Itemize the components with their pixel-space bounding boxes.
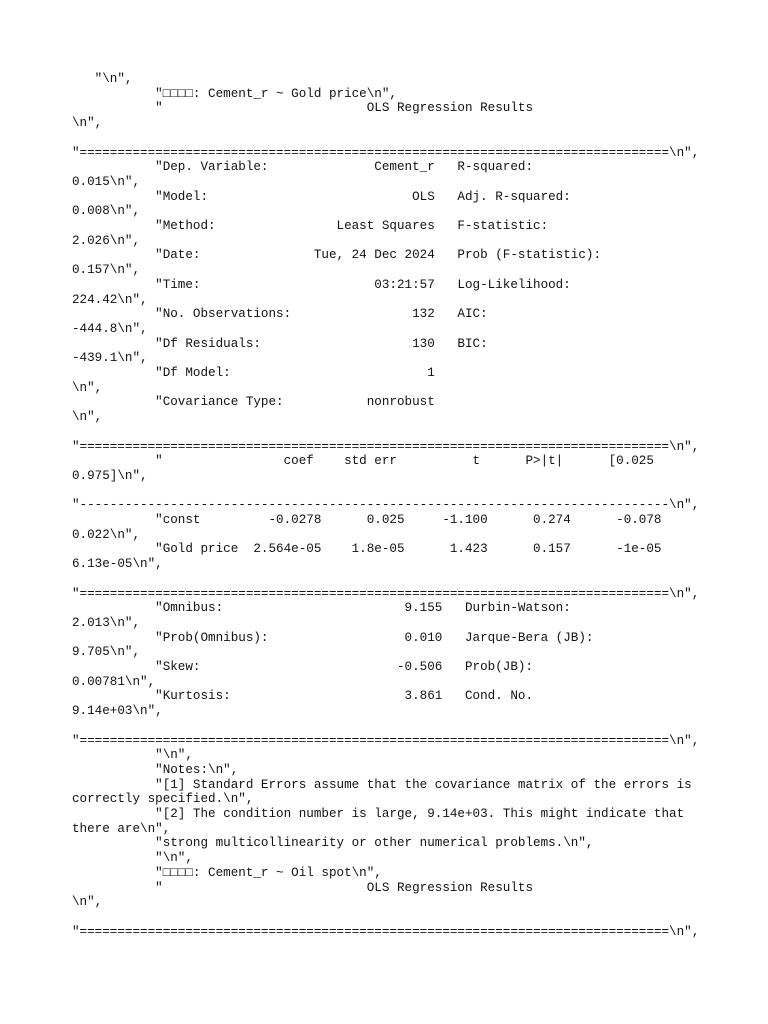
code-line: " OLS Regression Results xyxy=(72,101,534,116)
code-line: "□□□□: Cement_r ~ Gold price\n", xyxy=(72,86,397,101)
code-line: \n", xyxy=(72,116,103,131)
code-line: 0.975]\n", xyxy=(72,468,148,483)
code-line: "[1] Standard Errors assume that the covariance matrix of the errors is xyxy=(72,777,692,792)
code-line: 0.022\n", xyxy=(72,527,141,542)
code-line: "Dep. Variable: Cement_r R-squared: xyxy=(72,160,534,175)
code-line: "Prob(Omnibus): 0.010 Jarque-Bera (JB): xyxy=(72,630,594,645)
code-line: "==============================================================================\n", xyxy=(72,586,700,601)
code-line: "Df Model: 1 xyxy=(72,366,435,380)
code-line: "const -0.0278 0.025 -1.100 0.274 -0.078 xyxy=(72,513,662,527)
code-line: "==============================================================================\n", xyxy=(72,145,700,160)
code-line: -444.8\n", xyxy=(72,321,148,336)
code-line: 9.14e+03\n", xyxy=(72,704,163,719)
code-line: 2.013\n", xyxy=(72,615,141,630)
code-line: " coef std err t P>|t| [0.025 xyxy=(72,454,654,469)
code-line: "strong multicollinearity or other numerical problems.\n", xyxy=(72,836,594,851)
code-line: 9.705\n", xyxy=(72,645,141,660)
code-line: there are\n", xyxy=(72,821,171,836)
code-line: "\n", xyxy=(72,748,193,763)
code-line: "Date: Tue, 24 Dec 2024 Prob (F-statistic): xyxy=(72,248,602,263)
code-line: "==============================================================================\n", xyxy=(72,733,700,748)
code-line: "\n", xyxy=(72,72,133,86)
code-line: 0.157\n", xyxy=(72,263,141,278)
code-line: "Df Residuals: 130 BIC: xyxy=(72,336,488,351)
code-line: 0.015\n", xyxy=(72,174,141,189)
code-line: "Covariance Type: nonrobust xyxy=(72,395,435,410)
code-line: \n", xyxy=(72,410,103,425)
code-line: "Gold price 2.564e-05 1.8e-05 1.423 0.157 -1e-05 xyxy=(72,542,662,557)
code-line: "\n", xyxy=(72,851,193,866)
code-line: "Skew: -0.506 Prob(JB): xyxy=(72,660,534,674)
code-line: "Time: 03:21:57 Log-Likelihood: xyxy=(72,277,571,292)
code-line: -439.1\n", xyxy=(72,351,148,366)
code-line: \n", xyxy=(72,380,103,395)
code-line: "------------------------------------------------------------------------------\n", xyxy=(72,498,700,513)
code-line: 224.42\n", xyxy=(72,292,148,307)
code-line: "[2] The condition number is large, 9.14e+03. This might indicate that xyxy=(72,807,685,821)
code-line: "Model: OLS Adj. R-squared: xyxy=(72,189,571,204)
code-line: "□□□□: Cement_r ~ Oil spot\n", xyxy=(72,865,382,880)
code-line: 6.13e-05\n", xyxy=(72,557,163,572)
code-line: "Kurtosis: 3.861 Cond. No. xyxy=(72,689,534,704)
code-line: "Omnibus: 9.155 Durbin-Watson: xyxy=(72,601,571,616)
code-line: correctly specified.\n", xyxy=(72,792,254,807)
code-line: "No. Observations: 132 AIC: xyxy=(72,307,488,322)
code-line: " OLS Regression Results xyxy=(72,880,534,895)
code-line: "Notes:\n", xyxy=(72,762,239,777)
code-line: 0.00781\n", xyxy=(72,674,156,689)
code-line: 0.008\n", xyxy=(72,204,141,219)
code-line: "==============================================================================\n", xyxy=(72,924,700,939)
code-line: 2.026\n", xyxy=(72,233,141,248)
code-line: "Method: Least Squares F-statistic: xyxy=(72,219,549,233)
code-line: "==============================================================================\n", xyxy=(72,439,700,454)
code-line: \n", xyxy=(72,895,103,910)
